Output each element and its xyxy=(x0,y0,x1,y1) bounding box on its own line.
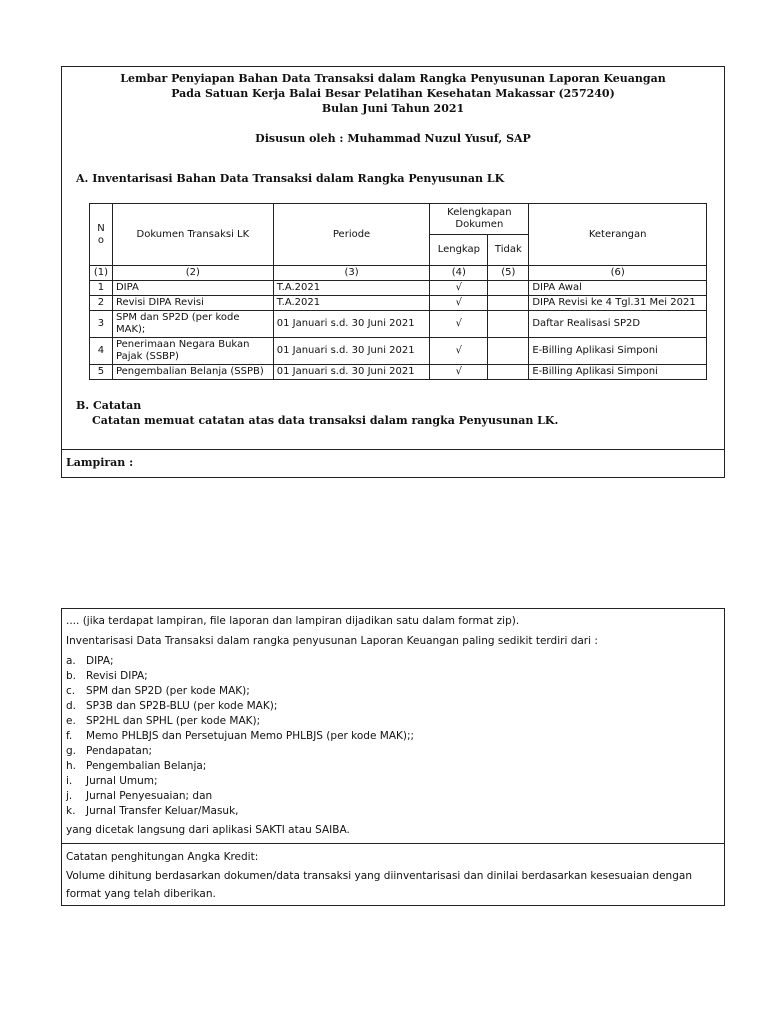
lampiran-label: Lampiran : xyxy=(66,456,134,469)
list-text: Jurnal Penyesuaian; dan xyxy=(86,790,213,802)
cell-keterangan: E-Billing Aplikasi Simponi xyxy=(529,365,707,380)
cell-dokumen: Penerimaan Negara Bukan Pajak (SSBP) xyxy=(112,338,273,365)
col-header-dokumen: Dokumen Transaksi LK xyxy=(112,204,273,266)
notes-outro: yang dicetak langsung dari aplikasi SAKTI atau SAIBA. xyxy=(66,824,350,836)
list-item xyxy=(66,700,277,712)
cell-no: 2 xyxy=(90,296,113,311)
list-text: Revisi DIPA; xyxy=(86,670,148,682)
col-header-periode: Periode xyxy=(273,204,430,266)
cell-lengkap: √ xyxy=(430,281,488,296)
col-header-kelengkapan: Kelengkapan Dokumen xyxy=(430,204,529,235)
author-line: Disusun oleh : Muhammad Nuzul Yusuf, SAP xyxy=(255,132,531,145)
column-number: (5) xyxy=(488,266,529,281)
inventory-table xyxy=(89,203,707,380)
column-number: (4) xyxy=(430,266,488,281)
list-item xyxy=(66,760,206,772)
list-item xyxy=(66,715,260,727)
list-text: Pengembalian Belanja; xyxy=(86,760,207,772)
list-text: SP2HL dan SPHL (per kode MAK); xyxy=(86,715,261,727)
list-item xyxy=(66,670,148,682)
cell-tidak xyxy=(488,338,529,365)
cell-keterangan: DIPA Revisi ke 4 Tgl.31 Mei 2021 xyxy=(529,296,707,311)
list-text: SP3B dan SP2B-BLU (per kode MAK); xyxy=(86,700,278,712)
list-item xyxy=(66,745,152,757)
cell-lengkap: √ xyxy=(430,296,488,311)
cell-tidak xyxy=(488,296,529,311)
inventory-form-box xyxy=(61,66,725,478)
cell-periode: 01 Januari s.d. 30 Juni 2021 xyxy=(273,365,430,380)
cell-tidak xyxy=(488,365,529,380)
cell-keterangan: E-Billing Aplikasi Simponi xyxy=(529,338,707,365)
list-letter: f. xyxy=(66,730,73,742)
list-letter: d. xyxy=(66,700,77,712)
list-text: DIPA; xyxy=(86,655,114,667)
notes-box xyxy=(61,608,725,906)
divider xyxy=(62,843,724,844)
list-item xyxy=(66,775,158,787)
cell-no: 1 xyxy=(90,281,113,296)
table-row xyxy=(90,365,707,380)
table-row xyxy=(90,311,707,338)
table-row xyxy=(90,296,707,311)
section-b-title: B. Catatan xyxy=(76,399,142,412)
angka-kredit-title: Catatan penghitungan Angka Kredit: xyxy=(66,851,259,863)
list-letter: c. xyxy=(66,685,76,697)
column-number-row xyxy=(90,266,707,281)
list-letter: b. xyxy=(66,670,77,682)
list-letter: k. xyxy=(66,805,76,817)
form-title-line-3: Bulan Juni Tahun 2021 xyxy=(321,102,465,115)
list-item xyxy=(66,655,114,667)
cell-keterangan: Daftar Realisasi SP2D xyxy=(529,311,707,338)
col-header-no: N o xyxy=(90,204,113,266)
list-letter: i. xyxy=(66,775,73,787)
cell-lengkap: √ xyxy=(430,311,488,338)
list-letter: h. xyxy=(66,760,76,772)
cell-periode: T.A.2021 xyxy=(273,281,430,296)
zip-note: .... (jika terdapat lampiran, file laporan dan lampiran dijadikan satu dalam format zip). xyxy=(66,615,520,627)
cell-dokumen: SPM dan SP2D (per kode MAK); xyxy=(112,311,273,338)
form-title-line-1: Lembar Penyiapan Bahan Data Transaksi dalam Rangka Penyusunan Laporan Keuangan xyxy=(120,72,666,85)
cell-periode: 01 Januari s.d. 30 Juni 2021 xyxy=(273,311,430,338)
cell-lengkap: √ xyxy=(430,338,488,365)
form-title-line-2: Pada Satuan Kerja Balai Besar Pelatihan Kesehatan Makassar (257240) xyxy=(171,87,615,100)
list-text: Memo PHLBJS dan Persetujuan Memo PHLBJS (per kode MAK);; xyxy=(86,730,415,742)
list-item xyxy=(66,805,239,817)
divider xyxy=(62,449,724,450)
cell-dokumen: Revisi DIPA Revisi xyxy=(112,296,273,311)
list-letter: a. xyxy=(66,655,76,667)
list-text: Pendapatan; xyxy=(86,745,153,757)
table-row xyxy=(90,281,707,296)
table-row xyxy=(90,338,707,365)
list-text: Jurnal Transfer Keluar/Masuk, xyxy=(86,805,239,817)
angka-kredit-text-2: format yang telah diberikan. xyxy=(66,888,216,900)
cell-periode: T.A.2021 xyxy=(273,296,430,311)
cell-no: 5 xyxy=(90,365,113,380)
cell-keterangan: DIPA Awal xyxy=(529,281,707,296)
cell-tidak xyxy=(488,281,529,296)
column-number: (1) xyxy=(90,266,113,281)
list-letter: g. xyxy=(66,745,77,757)
cell-periode: 01 Januari s.d. 30 Juni 2021 xyxy=(273,338,430,365)
col-header-lengkap: Lengkap xyxy=(430,235,488,266)
cell-dokumen: Pengembalian Belanja (SSPB) xyxy=(112,365,273,380)
column-number: (3) xyxy=(273,266,430,281)
cell-lengkap: √ xyxy=(430,365,488,380)
cell-dokumen: DIPA xyxy=(112,281,273,296)
column-number: (2) xyxy=(112,266,273,281)
list-item xyxy=(66,790,212,802)
list-text: Jurnal Umum; xyxy=(86,775,158,787)
angka-kredit-text-1: Volume dihitung berdasarkan dokumen/data transaksi yang diinventarisasi dan dinilai berdasarkan kesesuaian dengan xyxy=(66,870,692,882)
col-header-tidak: Tidak xyxy=(488,235,529,266)
list-text: SPM dan SP2D (per kode MAK); xyxy=(86,685,250,697)
section-a-title: A. Inventarisasi Bahan Data Transaksi dalam Rangka Penyusunan LK xyxy=(76,172,505,185)
cell-no: 4 xyxy=(90,338,113,365)
col-header-keterangan: Keterangan xyxy=(529,204,707,266)
cell-tidak xyxy=(488,311,529,338)
section-b-text: Catatan memuat catatan atas data transaksi dalam rangka Penyusunan LK. xyxy=(92,414,559,427)
notes-intro: Inventarisasi Data Transaksi dalam rangka penyusunan Laporan Keuangan paling sedikit terdiri dari : xyxy=(66,635,598,647)
list-letter: j. xyxy=(66,790,73,802)
list-item xyxy=(66,685,250,697)
section-b xyxy=(76,398,558,428)
column-number: (6) xyxy=(529,266,707,281)
list-item xyxy=(66,730,414,742)
list-letter: e. xyxy=(66,715,76,727)
table-header-row xyxy=(90,204,707,235)
cell-no: 3 xyxy=(90,311,113,338)
